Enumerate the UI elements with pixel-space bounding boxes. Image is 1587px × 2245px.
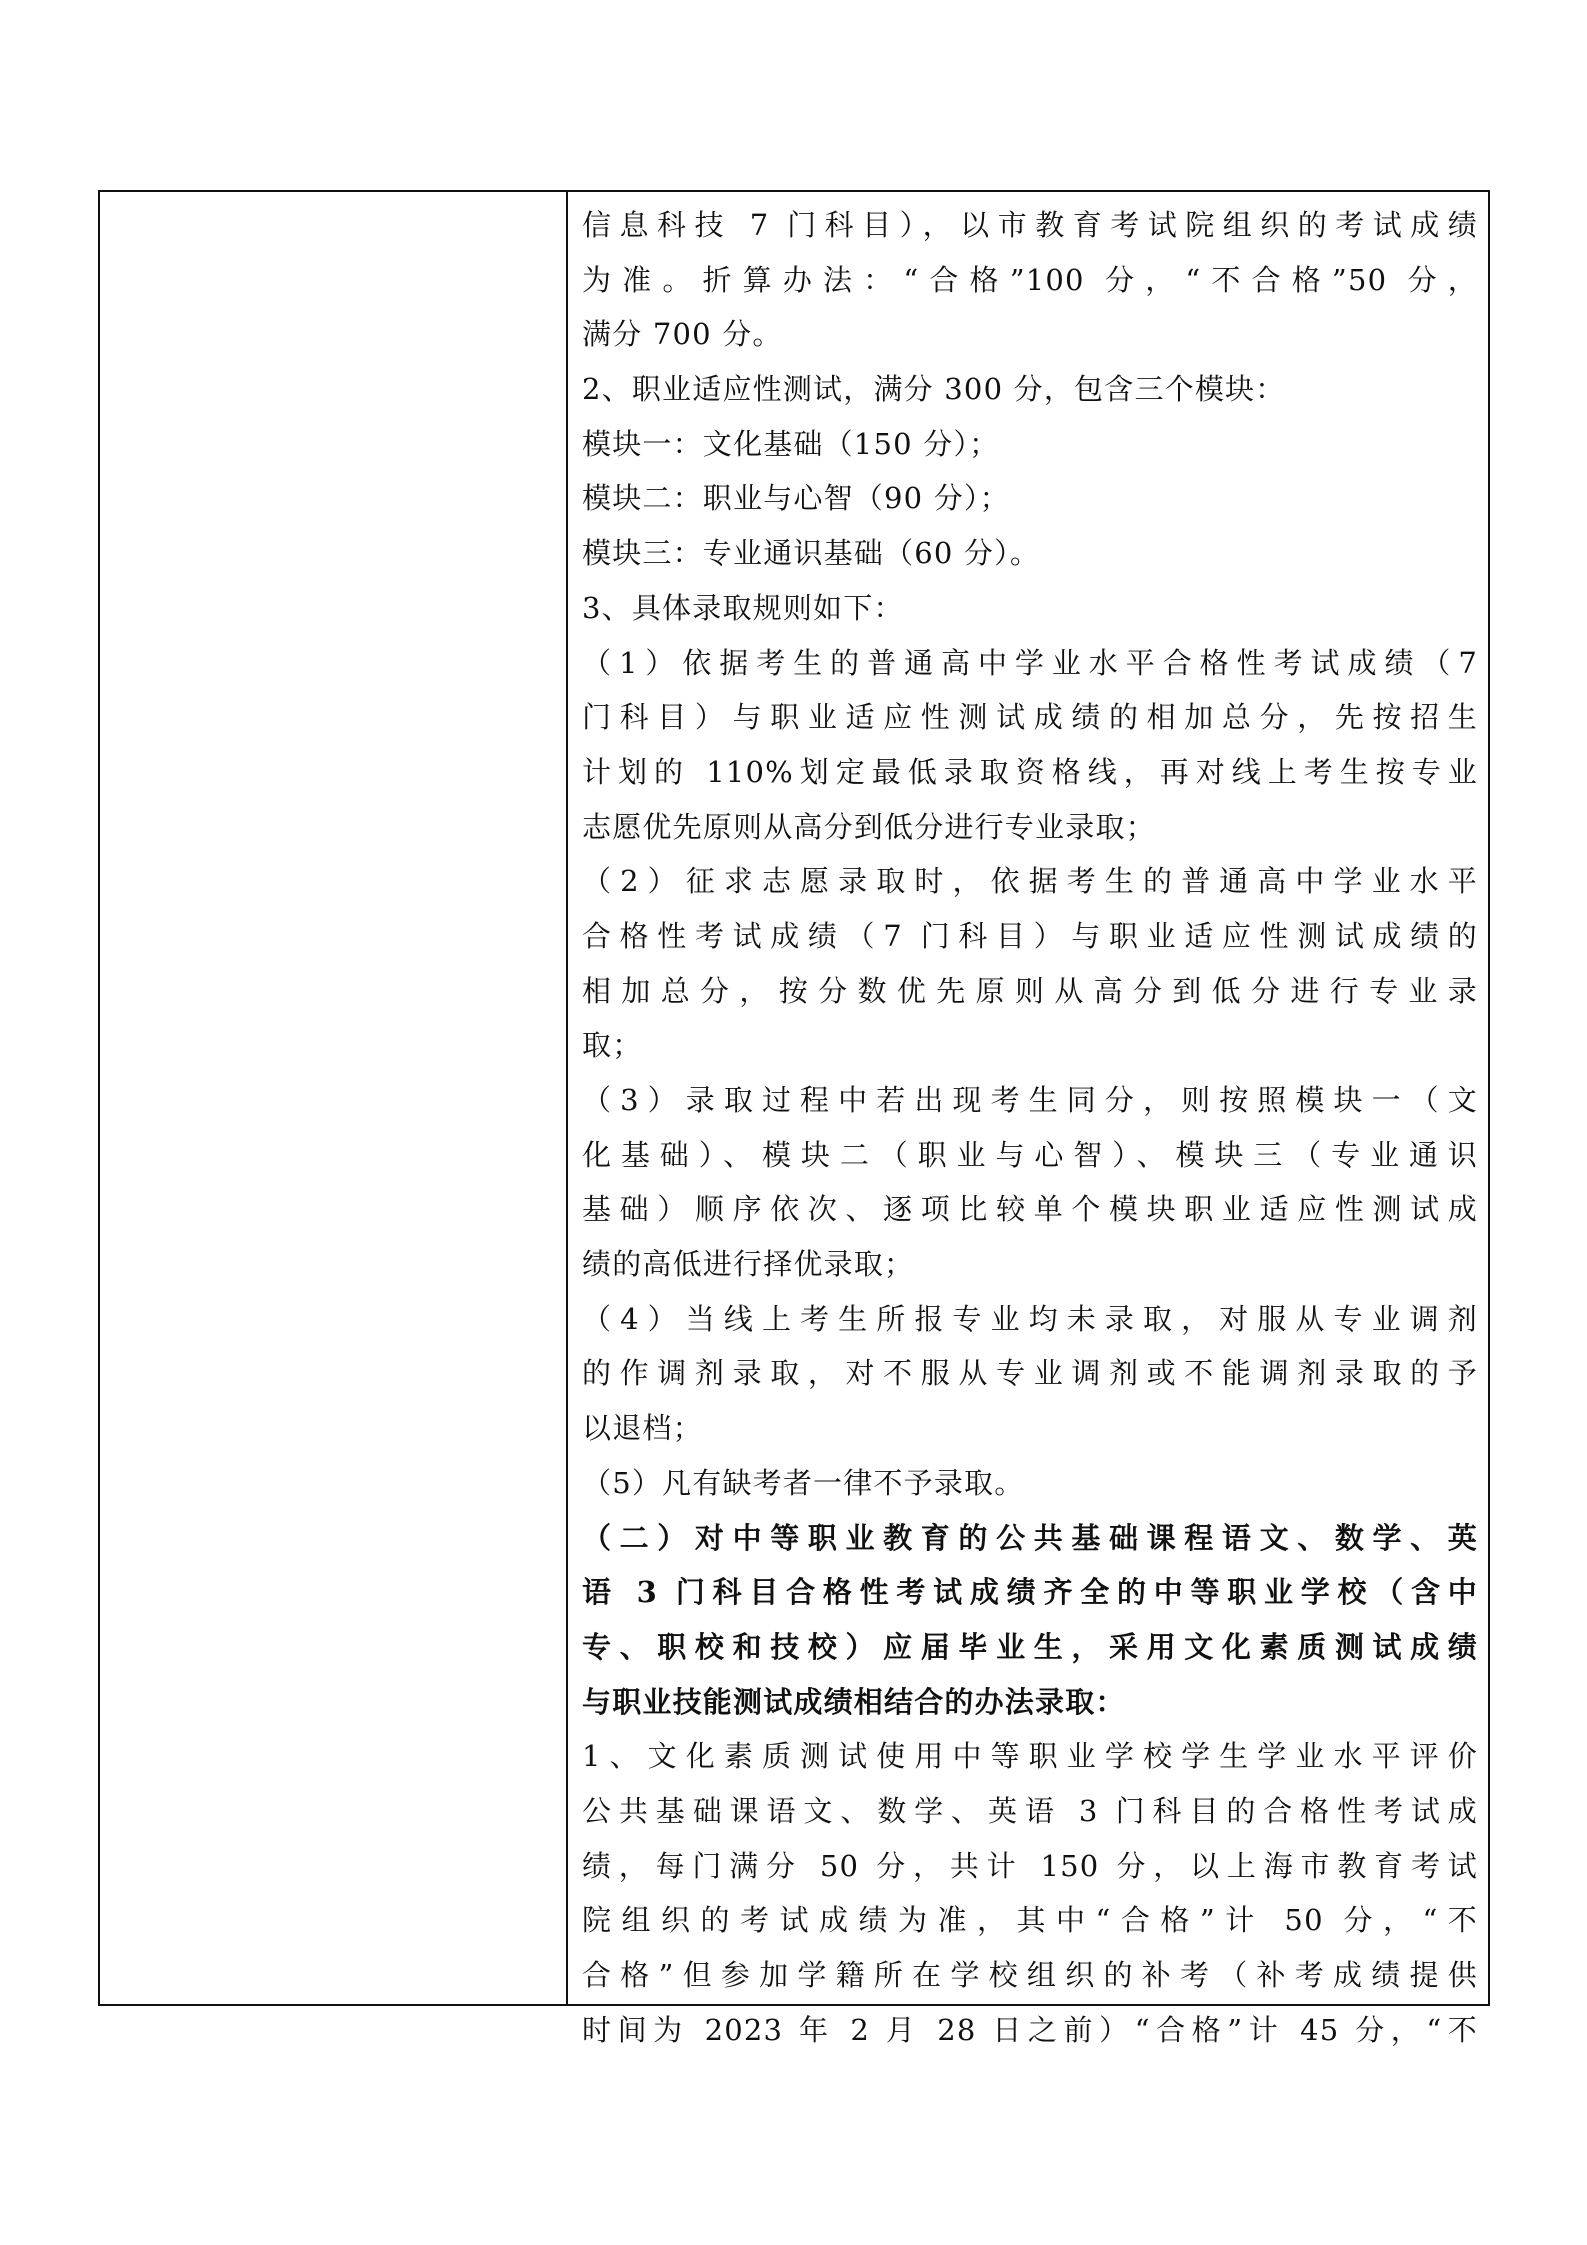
text-line: 公共基础课语文、数学、英语 3 门科目的合格性考试成 — [582, 1793, 1478, 1828]
text-line: 合格性考试成绩（7 门科目）与职业适应性测试成绩的 — [582, 918, 1478, 953]
text-line: 门科目）与职业适应性测试成绩的相加总分，先按招生 — [582, 700, 1478, 735]
text-line: （2）征求志愿录取时，依据考生的普通高中学业水平 — [582, 864, 1478, 899]
text-line: 志愿优先原则从高分到低分进行专业录取； — [582, 809, 1156, 844]
text-line: 与职业技能测试成绩相结合的办法录取： — [582, 1684, 1126, 1719]
document-table — [98, 190, 1490, 2047]
text-line: 2、职业适应性测试，满分 300 分，包含三个模块： — [582, 372, 1286, 407]
text-line: 相加总分，按分数优先原则从高分到低分进行专业录 — [582, 973, 1478, 1008]
text-line: （二）对中等职业教育的公共基础课程语文、数学、英 — [582, 1520, 1478, 1555]
text-line: 模块二：职业与心智（90 分）； — [582, 481, 1010, 516]
text-line: 模块一：文化基础（150 分）； — [582, 426, 1000, 461]
text-line: 为准。折算办法：“合格”100 分，“不合格”50 分， — [582, 262, 1478, 297]
text-line: 基础）顺序依次、逐项比较单个模块职业适应性测试成 — [582, 1192, 1478, 1227]
text-line: 专、职校和技校）应届毕业生，采用文化素质测试成绩 — [582, 1629, 1478, 1664]
text-line: 取； — [582, 1028, 643, 1063]
text-line: 1、文化素质测试使用中等职业学校学生学业水平评价 — [582, 1739, 1478, 1774]
text-line: 的作调剂录取，对不服从专业调剂或不能调剂录取的予 — [582, 1356, 1478, 1391]
text-line: 合格”但参加学籍所在学校组织的补考（补考成绩提供 — [582, 1958, 1478, 1992]
text-line: （3）录取过程中若出现考生同分，则按照模块一（文 — [582, 1083, 1478, 1117]
text-line: 院组织的考试成绩为准，其中“合格”计 50 分，“不 — [582, 1903, 1478, 1938]
text-line: 信息科技 7 门科目），以市教育考试院组织的考试成绩 — [582, 208, 1478, 242]
text-line: 计划的 110%划定最低录取资格线，再对线上考生按专业 — [582, 754, 1478, 789]
table-left-cell — [100, 192, 568, 2004]
text-line: 模块三：专业通识基础（60 分）。 — [582, 536, 1041, 571]
text-line: 以退档； — [582, 1411, 703, 1446]
text-line: 3、具体录取规则如下： — [582, 590, 904, 625]
text-line: 绩，每门满分 50 分，共计 150 分，以上海市教育考试 — [582, 1848, 1478, 1883]
text-line: 绩的高低进行择优录取； — [582, 1247, 915, 1282]
text-line: （4）当线上考生所报专业均未录取，对服从专业调剂 — [582, 1301, 1478, 1336]
text-line: 语 3 门科目合格性考试成绩齐全的中等职业学校（含中 — [582, 1575, 1478, 1610]
table-right-cell — [568, 192, 1488, 2047]
text-line: 化基础）、模块二（职业与心智）、模块三（专业通识 — [582, 1137, 1478, 1172]
text-line: （1）依据考生的普通高中学业水平合格性考试成绩（7 — [582, 645, 1478, 680]
text-line: （5）凡有缺考者一律不予录取。 — [582, 1465, 1025, 1500]
text-line: 满分 700 分。 — [582, 317, 783, 352]
text-line: 时间为 2023 年 2 月 28 日之前）“合格”计 45 分，“不 — [582, 2012, 1478, 2047]
